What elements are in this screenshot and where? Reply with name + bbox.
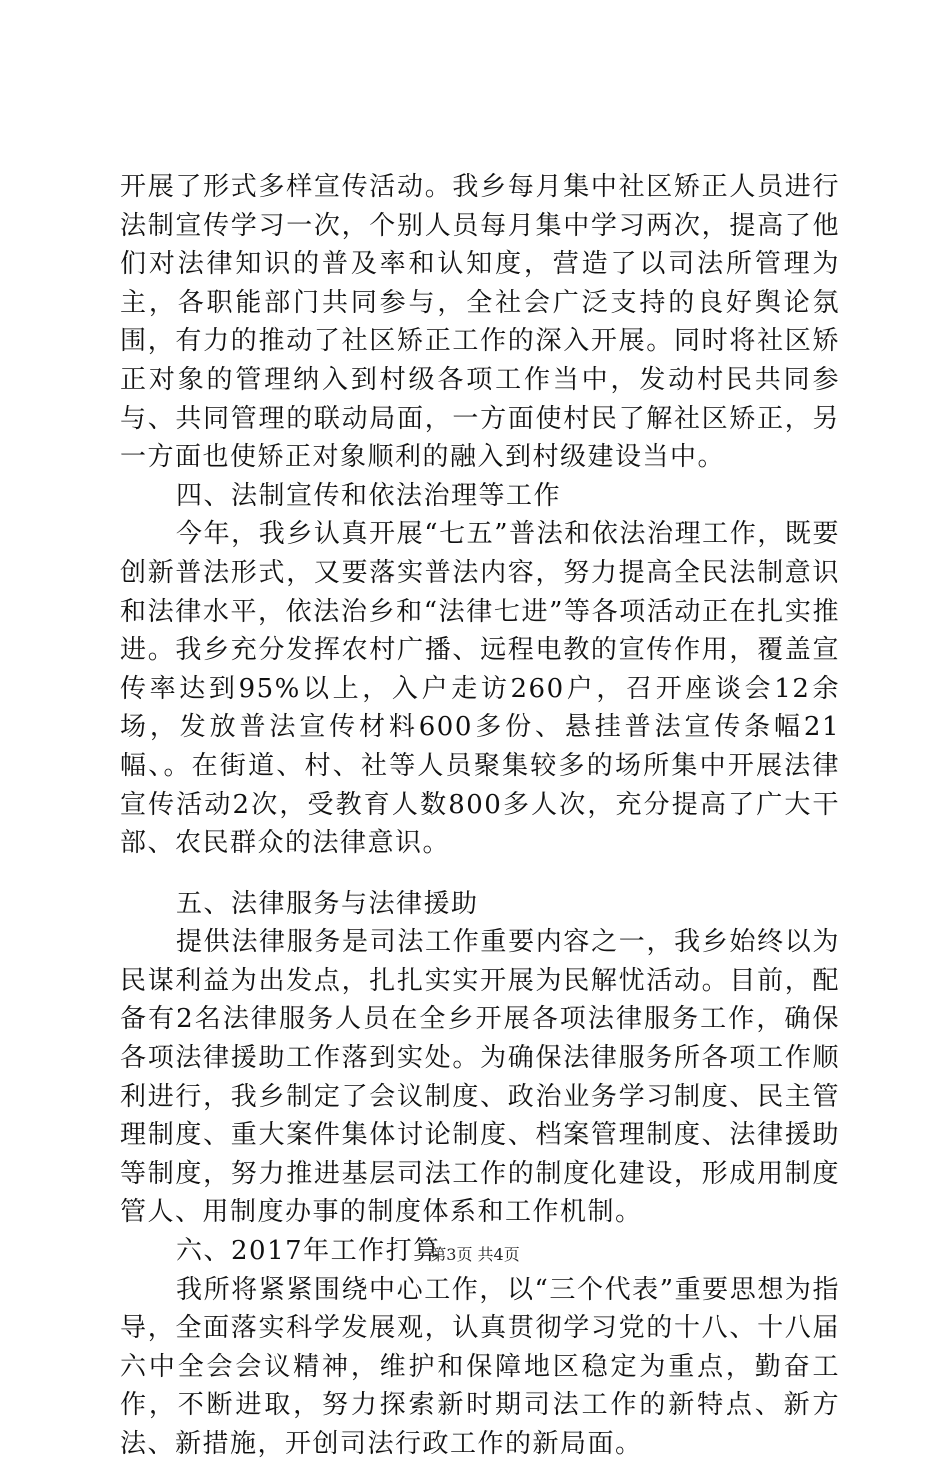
section-heading-work-plan: 六、2017年工作打算 — [176, 1236, 441, 1267]
paragraph-spacer — [120, 863, 840, 885]
page-number-footer: 第3页 共4页 — [430, 1245, 520, 1264]
section-heading-legal-publicity: 四、法制宣传和依法治理等工作 — [176, 480, 562, 511]
paragraph-continuation: 开展了形式多样宣传活动。我乡每月集中社区矫正人员进行法制宣传学习一次，个别人员每月集中学习两次，提高了他们对法律知识的普及率和认知度，营造了以司法所管理为主，各职能部门共同参与，全社会广泛支持的良好舆论氛围，有力的推动了社区矫正工作的深入开展。同时将社区矫正对象的管理纳入到村级各项工作当中，发动村民共同参与、共同管理的联动局面，一方面使村民了解社区矫正，另一方面也使矫正对象顺利的融入到村级建设当中。 — [120, 172, 840, 473]
paragraph-legal-services: 提供法律服务是司法工作重要内容之一，我乡始终以为民谋利益为出发点，扎扎实实开展为民解忧活动。目前，配备有2名法律服务人员在全乡开展各项法律服务工作，确保各项法律援助工作落到实处。为确保法律服务所各项工作顺利进行，我乡制定了会议制度、政治业务学习制度、民主管理制度、重大案件集体讨论制度、档案管理制度、法律援助等制度，努力推进基层司法工作的制度化建设，形成用制度管人、用制度办事的制度体系和工作机制。 — [120, 927, 840, 1228]
paragraph-legal-publicity: 今年，我乡认真开展“七五”普法和依法治理工作，既要创新普法形式，又要落实普法内容，努力提高全民法制意识和法律水平，依法治乡和“法律七进”等各项活动正在扎实推进。我乡充分发挥农村广播、远程电教的宣传作用，覆盖宣传率达到95%以上，入户走访260户，召开座谈会12余场，发放普法宣传材料600多份、悬挂普法宣传条幅21幅、。在街道、村、社等人员聚集较多的场所集中开展法律宣传活动2次，受教育人数800多人次，充分提高了广大干部、农民群众的法律意识。 — [120, 519, 840, 859]
paragraph-work-plan: 我所将紧紧围绕中心工作，以“三个代表”重要思想为指导，全面落实科学发展观，认真贯彻学习党的十八、十八届六中全会会议精神，维护和保障地区稳定为重点，勤奋工作，不断进取，努力探索新时期司法工作的新特点、新方法、新措施，开创司法行政工作的新局面。 — [120, 1274, 840, 1459]
document-body — [120, 168, 840, 1464]
section-heading-legal-services: 五、法律服务与法律援助 — [176, 888, 479, 919]
